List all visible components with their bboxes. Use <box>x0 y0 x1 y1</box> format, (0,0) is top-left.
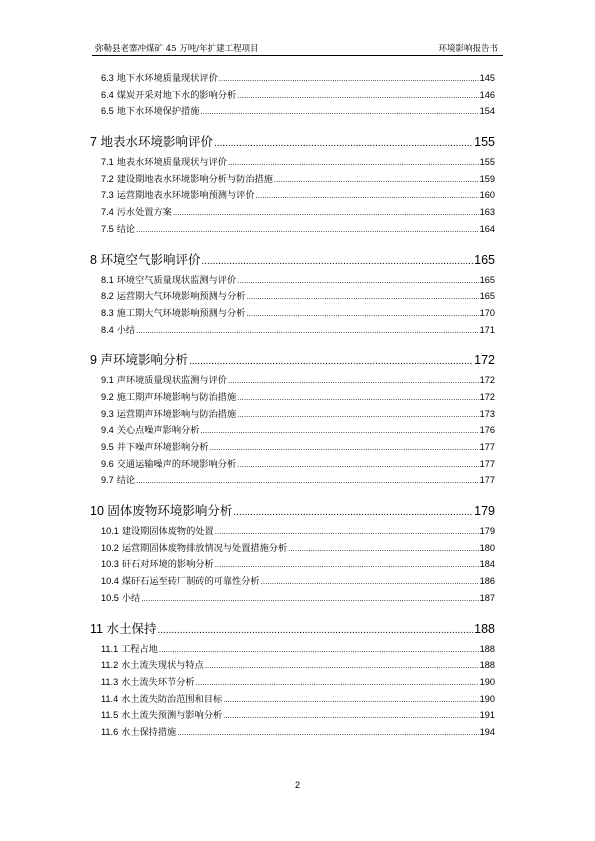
toc-entry-label <box>90 248 200 272</box>
toc-section-entry[interactable] <box>90 154 495 171</box>
toc-entry-number: 10.5 <box>101 592 119 603</box>
toc-entry-page: 188 <box>479 660 495 671</box>
section-spacer <box>90 238 495 248</box>
toc-section-entry[interactable] <box>90 472 495 489</box>
toc-entry-title: 水土保持措施 <box>121 726 177 738</box>
toc-entry-page: 177 <box>479 458 495 469</box>
toc-entry-title: 地下水环境质量现状评价 <box>116 73 218 84</box>
toc-entry-title: 污水处置方案 <box>116 207 172 219</box>
toc-entry-page: 190 <box>479 676 495 687</box>
toc-entry-page: 190 <box>479 693 495 704</box>
page-number: 2 <box>294 780 300 790</box>
toc-entry-title: 煤矸石运至砖厂制砖的可靠性分析 <box>121 576 260 588</box>
toc-entry-label <box>101 691 222 709</box>
toc-entry-label <box>101 221 135 239</box>
dot-leader <box>215 524 479 541</box>
dot-leader <box>223 708 478 725</box>
toc-entry-number: 8 <box>90 252 97 267</box>
toc-entry-label <box>101 70 218 88</box>
section-spacer <box>90 489 495 499</box>
section-spacer <box>90 607 495 617</box>
toc-entry-label <box>90 499 232 523</box>
toc-entry-label <box>101 439 209 457</box>
dot-leader <box>223 692 478 709</box>
toc-entry-number: 9.2 <box>101 391 114 402</box>
dot-leader <box>237 88 479 105</box>
toc-section-entry[interactable] <box>90 456 495 473</box>
toc-entry-title: 水土流失环节分析 <box>121 676 195 688</box>
dot-leader <box>288 541 478 558</box>
toc-entry-title: 声环境质量现状监测与评价 <box>116 375 227 387</box>
toc-entry-label <box>101 171 273 189</box>
toc-section-entry[interactable] <box>90 691 495 708</box>
dot-leader <box>256 188 479 205</box>
toc-entry-title: 运营期固体废物排放情况与处置措施分析 <box>121 542 288 554</box>
header-rule <box>92 55 503 56</box>
header-report-title: 环境影响报告书 <box>438 44 498 54</box>
toc-entry-label <box>101 674 195 692</box>
dot-leader <box>177 725 478 742</box>
toc-entry-title: 地表水环境质量现状与评价 <box>116 157 227 169</box>
toc-entry-title: 环境空气质量现状监测与评价 <box>116 274 237 286</box>
toc-entry-page: 163 <box>479 207 495 218</box>
toc-entry-page: 194 <box>479 726 495 737</box>
toc-entry-page: 191 <box>479 710 495 721</box>
toc-entry-page: 188 <box>474 621 495 636</box>
toc-entry-label <box>101 422 199 440</box>
toc-section-entry[interactable] <box>90 187 495 204</box>
toc-entry-number: 6.5 <box>101 106 114 117</box>
toc-entry-title: 施工期大气环境影响预测与分析 <box>116 307 246 319</box>
toc-entry-title: 运营期大气环境影响预测与分析 <box>116 291 246 303</box>
toc-entry-title: 水土流失现状与特点 <box>121 660 204 672</box>
toc-entry-page: 159 <box>479 173 495 184</box>
toc-entry-title: 结论 <box>116 475 136 487</box>
toc-entry-number: 8.3 <box>101 307 114 318</box>
toc-entry-page: 154 <box>479 106 495 117</box>
toc-entry-number: 6.3 <box>101 73 114 83</box>
toc-entry-page: 177 <box>479 475 495 486</box>
toc-section-entry[interactable] <box>90 422 495 439</box>
toc-entry-page: 155 <box>479 157 495 168</box>
toc-entry-page: 155 <box>474 135 495 150</box>
toc-entry-page: 176 <box>479 425 495 436</box>
toc-entry-page: 165 <box>479 274 495 285</box>
toc-entry-label <box>101 154 227 172</box>
toc-entry-label <box>101 590 140 608</box>
toc-entry-page: 165 <box>474 252 495 267</box>
toc-entry-page: 188 <box>479 643 495 654</box>
toc-entry-label <box>101 523 214 541</box>
toc-section-entry[interactable] <box>90 674 495 691</box>
toc-entry-title: 施工期声环境影响与防治措施 <box>116 391 237 403</box>
toc-section-entry[interactable] <box>90 641 495 658</box>
toc-section-entry[interactable] <box>90 70 495 87</box>
toc-entry-title: 结论 <box>116 223 136 235</box>
toc-section-entry[interactable] <box>90 707 495 724</box>
toc-entry-page: 160 <box>479 190 495 201</box>
toc-entry-number: 9.3 <box>101 408 114 419</box>
toc-entry-page: 146 <box>479 89 495 100</box>
toc-entry-number: 7.4 <box>101 207 114 218</box>
toc-entry-number: 9.5 <box>101 442 114 452</box>
toc-entry-label <box>101 272 236 290</box>
dot-leader <box>205 658 479 675</box>
toc-entry-label <box>101 556 214 574</box>
toc-entry-label <box>101 187 255 205</box>
toc-entry-label <box>101 657 204 675</box>
dot-leader <box>136 222 479 239</box>
toc-entry-title: 声环境影响分析 <box>100 352 188 368</box>
toc-entry-label <box>90 617 156 641</box>
dot-leader <box>228 155 479 172</box>
dot-leader <box>200 423 478 440</box>
toc-entry-page: 165 <box>479 291 495 302</box>
toc-chapter-entry[interactable] <box>90 348 495 372</box>
dot-leader <box>201 250 473 274</box>
toc-entry-number: 7 <box>90 135 97 150</box>
toc-entry-number: 9.4 <box>101 425 114 436</box>
dot-leader <box>215 557 479 574</box>
toc-entry-title: 交通运输噪声的环境影响分析 <box>116 458 237 470</box>
toc-entry-number: 11.4 <box>101 693 119 704</box>
toc-entry-number: 9.1 <box>101 375 114 386</box>
toc-entry-page: 172 <box>479 375 495 386</box>
toc-section-entry[interactable] <box>90 87 495 104</box>
toc-entry-title: 固体废物环境影响分析 <box>107 503 233 519</box>
toc-section-entry[interactable] <box>90 540 495 557</box>
toc-entry-page: 164 <box>479 223 495 234</box>
toc-section-entry[interactable] <box>90 372 495 389</box>
toc-entry-number: 11.1 <box>101 643 119 654</box>
toc-entry-title: 水土流失防治范围和目标 <box>121 693 223 705</box>
toc-entry-number: 11 <box>90 621 103 636</box>
toc-entry-page: 177 <box>479 442 495 452</box>
toc-entry-title: 工程占地 <box>121 643 158 655</box>
table-of-contents <box>90 70 495 741</box>
dot-leader <box>228 373 479 390</box>
dot-leader <box>189 350 473 374</box>
toc-entry-title: 建设期固体废物的处置 <box>121 526 214 538</box>
section-spacer <box>90 120 495 130</box>
toc-section-entry[interactable] <box>90 556 495 573</box>
toc-entry-page: 187 <box>479 592 495 603</box>
toc-entry-number: 7.3 <box>101 190 114 201</box>
toc-section-entry[interactable] <box>90 439 495 456</box>
toc-section-entry[interactable] <box>90 523 495 540</box>
toc-entry-number: 9.7 <box>101 475 114 486</box>
toc-entry-title: 地下水环境保护措施 <box>116 106 200 118</box>
toc-entry-title: 环境空气影响评价 <box>100 251 201 267</box>
dot-leader <box>219 71 479 88</box>
toc-chapter-entry[interactable] <box>90 617 495 641</box>
toc-entry-page: 184 <box>479 559 495 570</box>
toc-entry-number: 9.6 <box>101 458 114 469</box>
toc-section-entry[interactable] <box>90 221 495 238</box>
dot-leader <box>246 289 478 306</box>
toc-entry-label <box>101 456 236 474</box>
toc-entry-page: 186 <box>479 576 495 587</box>
toc-section-entry[interactable] <box>90 406 495 423</box>
dot-leader <box>237 457 479 474</box>
toc-entry-page: 173 <box>479 408 495 419</box>
toc-entry-number: 10.4 <box>101 576 119 587</box>
toc-section-entry[interactable] <box>90 590 495 607</box>
dot-leader <box>246 306 478 323</box>
toc-entry-page: 145 <box>479 73 495 83</box>
toc-entry-title: 水土流失预测与影响分析 <box>121 710 223 722</box>
toc-entry-label <box>101 707 222 725</box>
toc-section-entry[interactable] <box>90 724 495 741</box>
toc-entry-label <box>101 724 176 742</box>
toc-entry-title: 运营期地表水环境影响预测与评价 <box>116 190 255 202</box>
toc-section-entry[interactable] <box>90 103 495 120</box>
dot-leader <box>237 407 479 424</box>
toc-entry-label <box>101 204 172 222</box>
toc-entry-title: 煤炭开采对地下水的影响分析 <box>116 89 237 101</box>
toc-entry-number: 11.6 <box>101 726 119 737</box>
toc-entry-page: 172 <box>479 391 495 402</box>
toc-chapter-entry[interactable] <box>90 248 495 272</box>
toc-entry-number: 11.2 <box>101 660 119 671</box>
toc-entry-number: 10.3 <box>101 559 119 570</box>
dot-leader <box>233 501 473 525</box>
dot-leader <box>173 205 479 222</box>
toc-entry-label <box>101 322 135 340</box>
toc-entry-label <box>90 348 188 372</box>
toc-entry-title: 井下噪声环境影响分析 <box>116 442 209 453</box>
dot-leader <box>136 473 479 490</box>
toc-entry-number: 7.1 <box>101 157 114 168</box>
dot-leader <box>214 132 473 156</box>
toc-entry-number: 11.3 <box>101 676 119 687</box>
toc-entry-number: 9 <box>90 353 97 368</box>
header-project-title: 弥勒县老寨冲煤矿 45 万吨/年扩建工程项目 <box>95 44 259 54</box>
toc-section-entry[interactable] <box>90 322 495 339</box>
toc-entry-number: 7.2 <box>101 173 114 184</box>
toc-entry-label <box>101 472 135 490</box>
toc-entry-title: 小结 <box>116 324 136 336</box>
toc-entry-page: 172 <box>474 353 495 368</box>
dot-leader <box>237 273 479 290</box>
dot-leader <box>200 104 478 121</box>
dot-leader <box>141 591 478 608</box>
toc-entry-page: 180 <box>479 542 495 553</box>
toc-section-entry[interactable] <box>90 204 495 221</box>
dot-leader <box>136 323 479 340</box>
dot-leader <box>261 574 479 591</box>
toc-entry-number: 10.1 <box>101 526 119 537</box>
toc-entry-title: 建设期地表水环境影响分析与防治措施 <box>116 173 273 185</box>
toc-entry-label <box>101 305 245 323</box>
toc-entry-number: 6.4 <box>101 89 114 100</box>
toc-entry-label <box>101 87 236 105</box>
toc-chapter-entry[interactable] <box>90 130 495 154</box>
toc-entry-page: 179 <box>474 504 495 519</box>
toc-entry-page: 171 <box>479 324 495 335</box>
toc-entry-label <box>101 573 260 591</box>
toc-entry-number: 8.2 <box>101 291 114 302</box>
toc-section-entry[interactable] <box>90 288 495 305</box>
toc-entry-label <box>101 641 158 659</box>
toc-entry-number: 11.5 <box>101 710 119 721</box>
toc-entry-title: 关心点噪声影响分析 <box>116 425 200 437</box>
toc-entry-page: 170 <box>479 307 495 318</box>
toc-entry-title: 地表水环境影响评价 <box>100 134 213 150</box>
toc-entry-page: 179 <box>479 526 495 537</box>
section-spacer <box>90 338 495 348</box>
dot-leader <box>159 642 479 659</box>
toc-entry-number: 8.1 <box>101 274 114 285</box>
toc-entry-label <box>90 130 213 154</box>
toc-entry-title: 矸石对环境的影响分析 <box>121 559 214 571</box>
toc-entry-label <box>101 540 287 558</box>
toc-entry-title: 运营期声环境影响与防治措施 <box>116 408 237 420</box>
dot-leader <box>274 172 479 189</box>
dot-leader <box>157 619 473 643</box>
dot-leader <box>196 675 479 692</box>
toc-chapter-entry[interactable] <box>90 499 495 523</box>
toc-entry-label <box>101 372 227 390</box>
toc-entry-number: 10.2 <box>101 542 119 553</box>
toc-section-entry[interactable] <box>90 573 495 590</box>
toc-entry-label <box>101 103 199 121</box>
toc-entry-number: 10 <box>90 504 104 519</box>
toc-section-entry[interactable] <box>90 657 495 674</box>
dot-leader <box>210 440 479 457</box>
toc-section-entry[interactable] <box>90 389 495 406</box>
toc-section-entry[interactable] <box>90 305 495 322</box>
toc-entry-title: 小结 <box>121 592 141 604</box>
toc-section-entry[interactable] <box>90 272 495 289</box>
dot-leader <box>237 390 479 407</box>
toc-entry-label <box>101 288 245 306</box>
toc-section-entry[interactable] <box>90 171 495 188</box>
toc-entry-title: 水土保持 <box>106 620 157 636</box>
toc-entry-number: 7.5 <box>101 223 114 234</box>
toc-entry-label <box>101 406 236 424</box>
toc-entry-label <box>101 389 236 407</box>
toc-entry-number: 8.4 <box>101 324 114 335</box>
page-header <box>92 38 503 56</box>
